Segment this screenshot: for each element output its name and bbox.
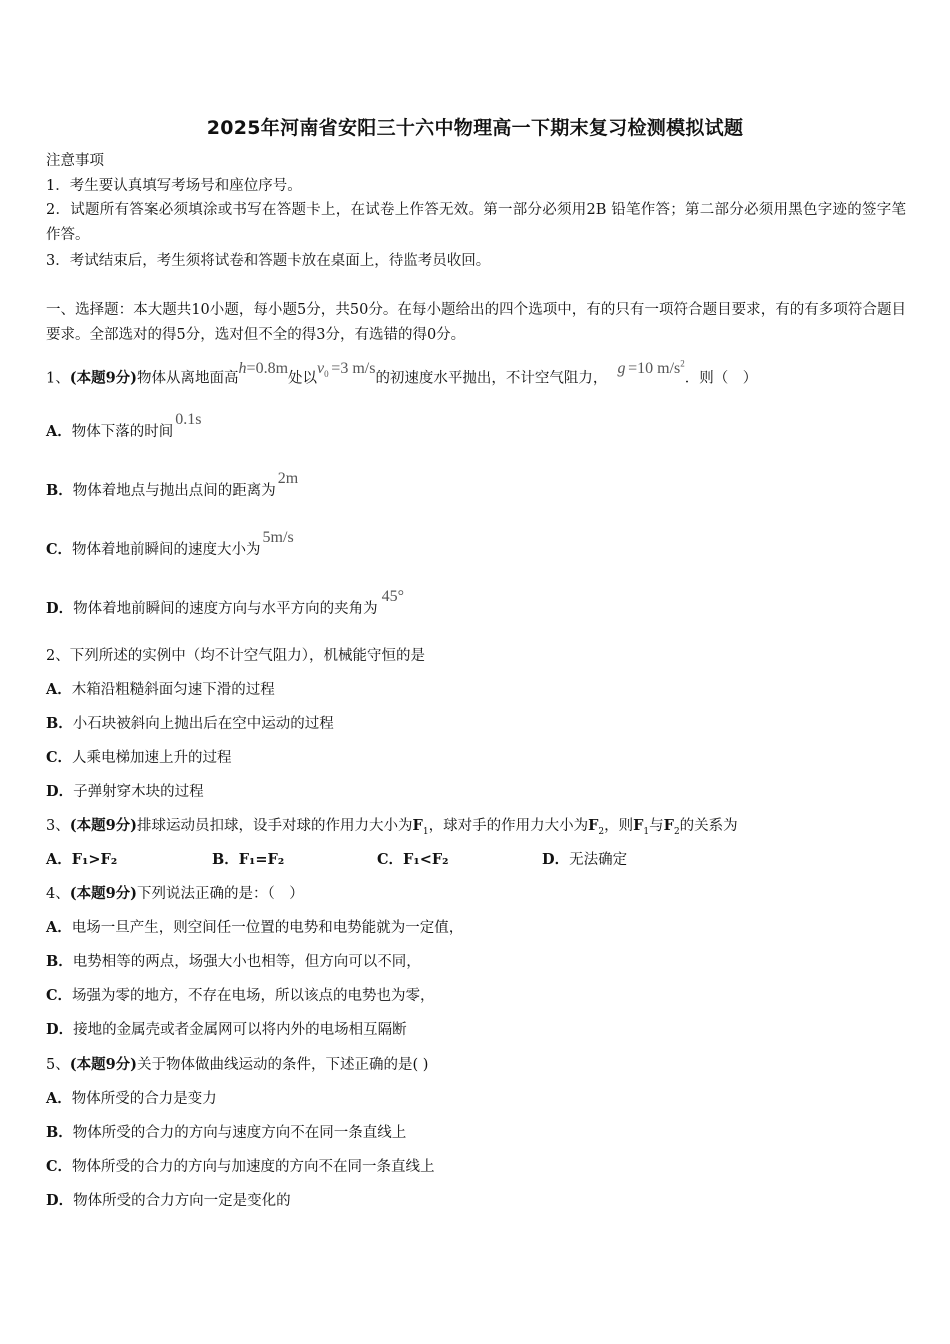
question-5-option-b: B．物体所受的合力的方向与速度方向不在同一条直线上 [46,1124,407,1141]
question-2-option-c: C．人乘电梯加速上升的过程 [46,749,232,766]
question-1-option-b: B．物体着地点与抛出点间的距离为2m [46,470,299,499]
notice-item: 2．试题所有答案必须填涂或书写在答题卡上，在试卷上作答无效。第一部分必须用2B 铅笔作答；第二部分必须用黑色字迹的签字笔作答。 [46,202,906,243]
question-2-option-a: A．木箱沿粗糙斜面匀速下滑的过程 [46,681,275,698]
question-5-option-a: A．物体所受的合力是变力 [46,1090,217,1107]
page-title: 2025年河南省安阳三十六中物理高一下期末复习检测模拟试题 [206,117,744,139]
question-4-option-a: A．电场一旦产生，则空间任一位置的电势和电势能就为一定值， [46,919,464,936]
question-3-option-b: B．F₁=F₂ [212,851,285,868]
notice-item: 1．考生要认真填写考场号和座位序号。 [46,178,302,194]
question-2-option-d: D．子弹射穿木块的过程 [46,783,204,800]
question-4-option-d: D．接地的金属壳或者金属网可以将内外的电场相互隔断 [46,1021,407,1038]
question-4-stem: 4、(本题9分)下列说法正确的是：（ ） [46,885,304,902]
question-5-option-d: D．物体所受的合力方向一定是变化的 [46,1192,291,1209]
section-instructions: 一、选择题：本大题共10小题，每小题5分，共50分。在每小题给出的四个选项中，有的只有一项符合题目要求，有的有多项符合题目要求。全部选对的得5分，选对但不全的得3分，有选错的得0分。 [46,302,906,343]
question-5-option-c: C．物体所受的合力的方向与加速度的方向不在同一条直线上 [46,1158,435,1175]
notice-item: 3．考试结束后，考生须将试卷和答题卡放在桌面上，待监考员收回。 [46,253,491,269]
question-1-stem: 1、(本题9分)物体从离地面高h=0.8m处以$v_0$ =3 m/s的初速度水平抛出，不计空气阻力，g =10 $m/s^2$．则（ ） [46,359,758,387]
question-3-stem: 3、(本题9分)排球运动员扣球，设手对球的作用力大小为$F_1$，球对手的作用力大小为$F_2$，则$F_1$与$F_2$的关系为 [46,817,738,837]
question-2-option-b: B．小石块被斜向上抛出后在空中运动的过程 [46,715,334,732]
notice-heading: 注意事项 [46,153,104,169]
question-1-option-c: C．物体着地前瞬间的速度大小为5m/s [46,529,294,558]
question-1-option-d: D．物体着地前瞬间的速度方向与水平方向的夹角为45° [46,588,404,617]
question-3-option-a: A．F₁>F₂ [46,851,118,868]
question-4-option-c: C．场强为零的地方，不存在电场，所以该点的电势也为零， [46,987,435,1004]
question-3-option-d: D．无法确定 [542,851,628,868]
question-4-option-b: B．电势相等的两点，场强大小也相等，但方向可以不同， [46,953,421,970]
question-1-option-a: A．物体下落的时间0.1s [46,411,202,440]
question-2-stem: 2、下列所述的实例中（均不计空气阻力），机械能守恒的是 [46,648,425,664]
question-5-stem: 5、(本题9分)关于物体做曲线运动的条件，下述正确的是( ) [46,1056,429,1073]
question-3-option-c: C．F₁<F₂ [377,851,449,868]
